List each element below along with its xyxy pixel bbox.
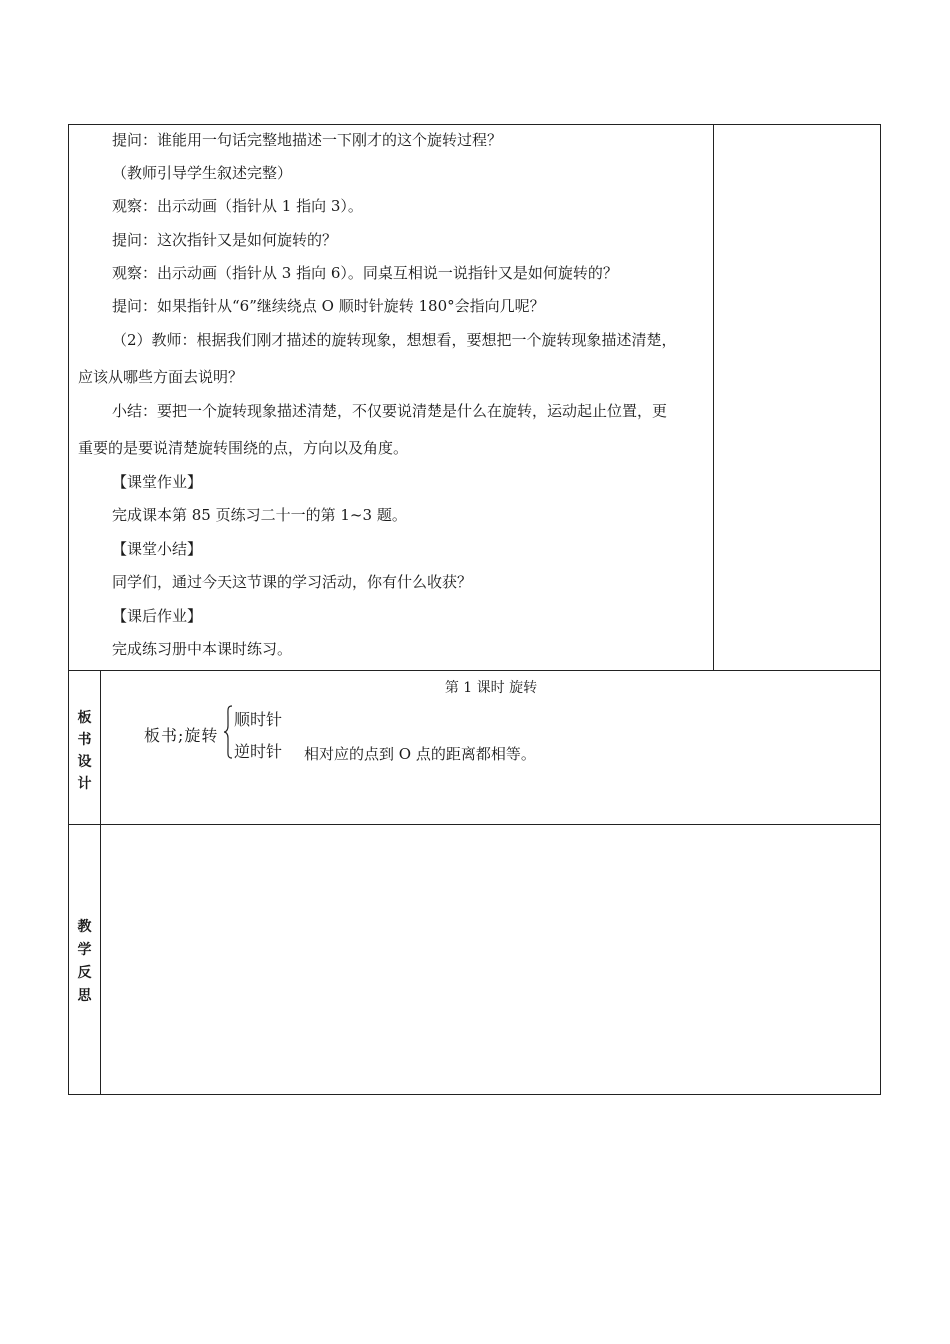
lesson-line: 提问：这次指针又是如何旋转的？ [112,231,338,249]
lesson-line: 完成课本第 85 页练习二十一的第 1~3 题。 [112,506,407,524]
lesson-line: 同学们，通过今天这节课的学习活动，你有什么收获？ [112,573,473,591]
label-char: 板 [77,710,92,726]
lesson-line: 观察：出示动画（指针从 3 指向 6）。同桌互相说一说指针又是如何旋转的？ [112,264,618,282]
label-char: 学 [77,942,92,958]
counterclockwise-text: 逆时针 [234,742,283,761]
board-note: 相对应的点到 O 点的距离都相等。 [304,745,536,763]
board-title: 第 1 课时 旋转 [444,680,538,696]
label-char: 设 [77,754,92,770]
label-char: 计 [77,776,92,792]
clockwise-text: 顺时针 [234,710,283,729]
table-border [68,124,881,1095]
lesson-line: 完成练习册中本课时练习。 [112,640,293,658]
section-heading: 【课堂小结】 [112,540,203,558]
lesson-line: 小结：要把一个旋转现象描述清楚，不仅要说清楚是什么在旋转，运动起止位置，更 [112,402,668,420]
lesson-line: （教师引导学生叙述完整） [112,164,293,182]
label-char: 反 [77,965,92,981]
lesson-line: 观察：出示动画（指针从 1 指向 3）。 [112,197,363,215]
label-char: 教 [77,919,92,935]
lesson-line: 重要的是要说清楚旋转围绕的点，方向以及角度。 [78,439,409,457]
label-char: 书 [77,732,92,748]
board-label: 板书;旋转 [144,726,219,745]
lesson-line: （2）教师：根据我们刚才描述的旋转现象，想想看，要想把一个旋转现象描述清楚， [112,331,677,349]
lesson-line: 提问：谁能用一句话完整地描述一下刚才的这个旋转过程？ [112,131,503,149]
section-heading: 【课后作业】 [112,607,203,625]
lesson-line: 应该从哪些方面去说明？ [78,368,244,386]
label-char: 思 [77,988,92,1004]
lesson-line: 提问：如果指针从“6”继续绕点 O 顺时针旋转 180°会指向几呢？ [112,297,545,315]
section-heading: 【课堂作业】 [112,473,203,491]
